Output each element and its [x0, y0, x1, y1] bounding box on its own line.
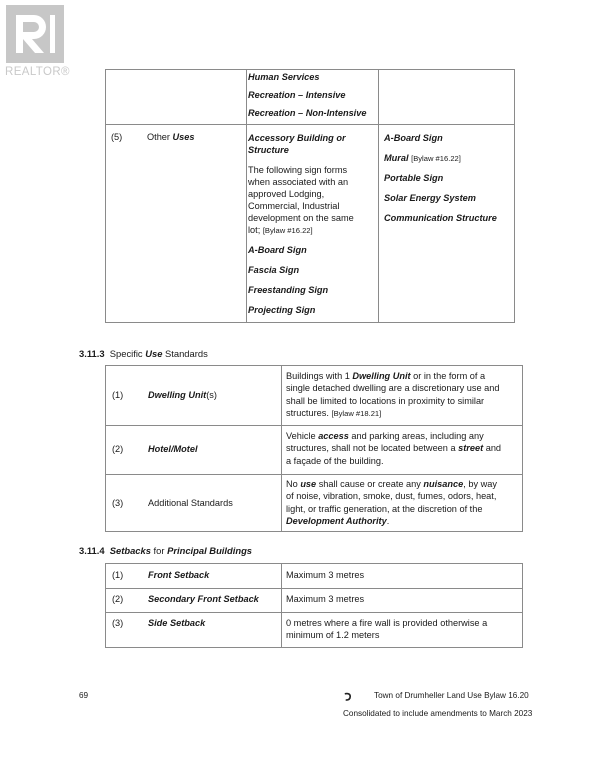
disc-a-board-sign: A-Board Sign	[384, 133, 443, 143]
standard-text-line: No use shall cause or create any nuisance, by way	[286, 478, 497, 489]
row-number: (2)	[112, 593, 124, 604]
standard-text-line: structures. [Bylaw #18.21]	[286, 407, 382, 418]
row-number: (2)	[112, 443, 124, 454]
row-number: (5)	[111, 132, 123, 142]
sign-forms-line: development on the same	[248, 213, 354, 223]
standard-text-line: structures, shall not be located between a street and	[286, 443, 502, 454]
setback-label: Side Setback	[148, 618, 206, 628]
setback-value: 0 metres where a fire wall is provided otherwise a	[286, 618, 488, 628]
standard-text-line: a façade of the building.	[286, 455, 384, 466]
standard-text-line: Vehicle access and parking areas, including any	[286, 430, 484, 441]
realtor-watermark-text: REALTOR®	[5, 66, 70, 78]
sign-projecting: Projecting Sign	[248, 305, 316, 315]
use-human-services: Human Services	[248, 72, 320, 82]
bylaw-logo-icon	[343, 692, 352, 701]
footer-document-title: Town of Drumheller Land Use Bylaw 16.20	[374, 691, 529, 700]
setback-value: minimum of 1.2 meters	[286, 630, 380, 641]
setback-label: Secondary Front Setback	[148, 593, 259, 604]
row-label: Additional Standards	[148, 497, 233, 508]
standard-text-line: shall be limited to locations in proximity to similar	[286, 395, 485, 406]
use-recreation-non-intensive: Recreation – Non-Intensive	[248, 108, 367, 118]
use-table-continued	[105, 69, 515, 323]
standard-text-line: light, or traffic generation, at the discretion of the	[286, 503, 483, 514]
footer-consolidated-note: Consolidated to include amendments to March 2023	[343, 709, 533, 718]
standard-text-line: of noise, vibration, smoke, dust, fumes, odors, heat,	[286, 491, 497, 502]
disc-mural: Mural [Bylaw #16.22]	[384, 153, 461, 163]
setback-value: Maximum 3 metres	[286, 569, 365, 580]
specific-use-standards-table	[105, 365, 523, 532]
setbacks-table	[105, 563, 523, 648]
sign-forms-line: approved Lodging,	[248, 189, 325, 199]
sign-forms-line: Commercial, Industrial	[248, 201, 340, 211]
standard-text-line: Buildings with 1 Dwelling Unit or in the form of a	[286, 370, 486, 381]
row-number: (3)	[112, 497, 124, 508]
disc-solar-energy: Solar Energy System	[384, 193, 476, 203]
section-heading-3113: 3.11.3 Specific Use Standards	[79, 348, 208, 359]
accessory-building-line1: Accessory Building or	[248, 133, 346, 143]
row-number: (1)	[112, 569, 124, 580]
page-number: 69	[79, 691, 89, 700]
realtor-logo	[6, 5, 64, 63]
sign-forms-line: The following sign forms	[248, 165, 348, 175]
disc-portable-sign: Portable Sign	[384, 173, 444, 183]
sign-fascia: Fascia Sign	[248, 265, 300, 275]
setback-value: Maximum 3 metres	[286, 593, 365, 604]
use-recreation-intensive: Recreation – Intensive	[248, 90, 346, 100]
row-number: (1)	[112, 389, 124, 400]
sign-forms-line: lot; [Bylaw #16.22]	[248, 225, 313, 235]
sign-a-board: A-Board Sign	[248, 245, 307, 255]
disc-communication-structure: Communication Structure	[384, 213, 497, 223]
standard-text-line: Development Authority.	[286, 515, 390, 526]
row-label: Other Uses	[147, 132, 195, 142]
row-number: (3)	[112, 618, 124, 628]
row-label: Hotel/Motel	[148, 443, 198, 454]
sign-freestanding: Freestanding Sign	[248, 285, 329, 295]
setback-label: Front Setback	[148, 569, 210, 580]
section-heading-3114: 3.11.4 Setbacks for Principal Buildings	[79, 545, 253, 556]
sign-forms-line: when associated with an	[248, 177, 349, 187]
accessory-building-line2: Structure	[248, 145, 289, 155]
standard-text-line: single detached dwelling are a discretionary use and	[286, 383, 500, 394]
row-label: Dwelling Unit(s)	[148, 389, 217, 400]
